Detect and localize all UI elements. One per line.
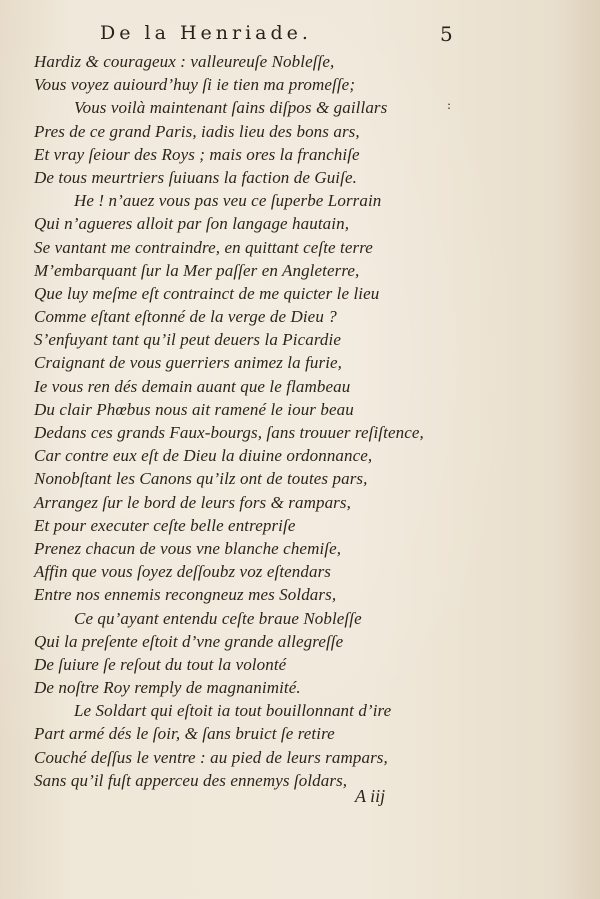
verse-line: M’embarquant ſur la Mer paſſer en Angleterre,: [34, 260, 360, 280]
verse-line: Que luy meſme eſt contrainct de me quicter le lieu: [34, 283, 380, 303]
verse-line: Craignant de vous guerriers animez la furie,: [34, 353, 343, 373]
verse-line: Car contre eux eſt de Dieu la diuine ordonnance,: [34, 446, 373, 466]
verse-line: Vous voyez auiourd’huy ſi ie tien ma promeſſe;: [34, 75, 356, 95]
verse-line: Dedans ces grands Faux-bourgs, ſans trouuer reſiſtence,: [34, 423, 424, 442]
verse-line: Entre nos ennemis recongneuz mes Soldars,: [34, 585, 337, 605]
verse-line: Ie vous ren dés demain auant que le flambeau: [34, 376, 351, 396]
verse-line: Part armé dés le ſoir, & ſans bruict ſe retire: [34, 724, 335, 744]
verse-line: Affin que vous ſoyez deſſoubz voz eſtendars: [34, 562, 332, 582]
verse-line: Comme eſtant eſtonné de la verge de Dieu ?: [34, 307, 337, 327]
verse-line: Qui la preſente eſtoit d’vne grande allegreſſe: [34, 631, 344, 651]
verse-line: Pres de ce grand Paris, iadis lieu des bons ars,: [34, 121, 360, 141]
verse-line: S’enfuyant tant qu’il peut deuers la Picardie: [34, 330, 341, 350]
verse-line: Du clair Phœbus nous ait ramené le iour beau: [34, 399, 354, 419]
verse-block: [34, 50, 464, 792]
verse-line: Et pour executer ceſte belle entrepriſe: [34, 515, 296, 535]
verse-line: Hardiz & courageux : valleureuſe Nobleſſe,: [34, 52, 335, 71]
verse-line: De ſuiure ſe reſout du tout la volonté: [34, 654, 287, 674]
verse-line: Nonobſtant les Canons qu’ilz ont de toutes pars,: [34, 469, 368, 489]
verse-line: Sans qu’il fuſt apperceu des ennemys ſoldars,: [34, 770, 348, 790]
verse-line: De noſtre Roy remply de magnanimité.: [34, 678, 301, 698]
verse-line: Se vantant me contraindre, en quittant ceſte terre: [34, 237, 373, 257]
verse-line: Vous voilà maintenant ſains diſpos & gaillars: [74, 98, 388, 118]
verse-line: De tous meurtriers ſuiuans la faction de Guiſe.: [34, 167, 357, 187]
verse-line: Le Soldart qui eſtoit ia tout bouillonnant d’ire: [74, 701, 392, 721]
verse-line: He ! n’auez vous pas veu ce ſuperbe Lorrain: [74, 191, 382, 211]
verse-line: Arrangez ſur le bord de leurs fors & rampars,: [34, 492, 351, 512]
running-title: De la Henriade.: [100, 22, 312, 44]
signature-mark: A iij: [355, 786, 386, 806]
margin-mark: :: [447, 98, 452, 112]
verse-line: Prenez chacun de vous vne blanche chemiſe,: [34, 538, 342, 558]
verse-line: Et vray ſeiour des Roys ; mais ores la franchiſe: [34, 144, 360, 164]
verse-line: Qui n’agueres alloit par ſon langage hautain,: [34, 214, 350, 234]
page-number: 5: [440, 22, 453, 46]
verse-line: Couché deſſus le ventre : au pied de leurs rampars,: [34, 747, 388, 767]
verse-line: Ce qu’ayant entendu ceſte braue Nobleſſe: [74, 608, 362, 628]
